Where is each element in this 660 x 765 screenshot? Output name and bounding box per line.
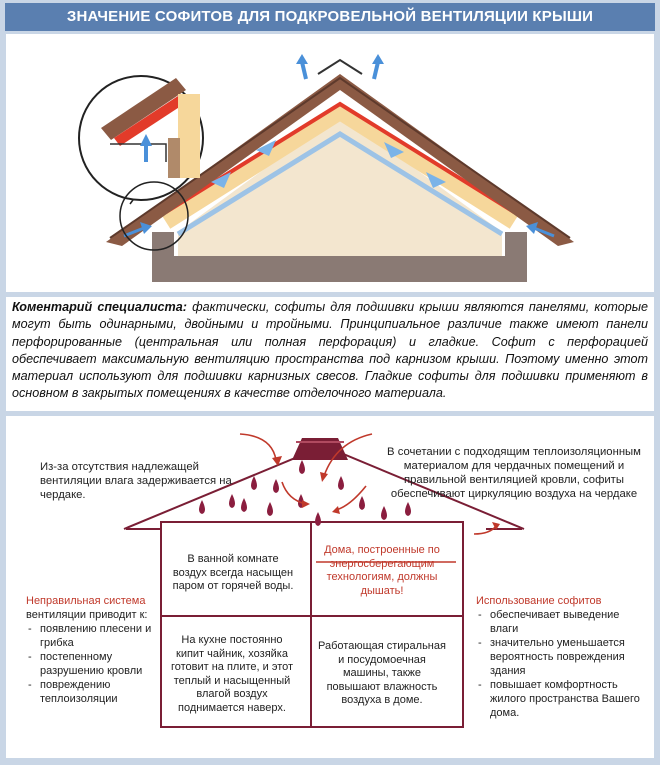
wrong-ventilation-block [26,594,156,706]
water-drop-icon [267,502,273,516]
floor-slab [152,256,527,282]
list-item: - повышает комфортность жилого пространства Вашего дома. [476,678,646,720]
list-item: - обеспечивает выведение влаги [476,608,646,636]
detail-insulation [178,94,200,178]
left-wall [152,232,174,262]
water-drop-icon [381,506,387,520]
ridge-arrow-left-icon [296,54,308,64]
list-item: - повреждению теплоизоляции [26,678,156,706]
roof-cross-section-illustration [6,34,654,292]
water-drop-icon [359,496,365,510]
list-item: - постепенному разрушению кровли [26,650,156,678]
left-top-note: Из-за отсутствия надлежащей вентиляции влага задерживается на чердаке. [40,461,232,501]
page-title: ЗНАЧЕНИЕ СОФИТОВ ДЛЯ ПОДКРОВЕЛЬНОЙ ВЕНТИЛЯЦИИ КРЫШИ [5,3,655,31]
water-drop-icon [273,479,279,493]
comment-lead: Коментарий специалиста: [12,300,187,314]
water-drop-icon [251,476,257,490]
expert-comment [12,299,648,403]
roof-illustration-panel [6,34,654,292]
wrong-ventilation-title: Неправильная система [26,595,146,607]
room-top-left-text: В ванной комнате воздух всегда насыщен паром от горячей воды. [172,553,294,592]
wrong-ventilation-subtitle: вентиляции приводит к: [26,609,148,621]
ridge-arrow-right-icon [372,54,384,64]
room-bottom-left-text: На кухне постоянно кипит чайник, хозяйка готовит на плите, и этот теплый и насыщенный влагой воздух поднимается наверх. [170,634,294,714]
airflow-arrow-icon [240,434,276,460]
soffit-use-block [476,594,646,720]
soffit-use-list [476,608,646,720]
soffit-use-title: Использование софитов [476,595,602,607]
room-top-right-text: Дома, построенные по энергосберегающим технологиям, должны дышать! [324,544,440,597]
list-item: - значительно уменьшается вероятность повреждения здания [476,636,646,678]
water-drop-icon [299,460,305,474]
ridge-vent [318,60,362,74]
water-drop-icon [405,502,411,516]
list-item: - появлению плесени и грибка [26,622,156,650]
room-bottom-right-text: Работающая стиральная и посудомоечная машины, также повышают влажность воздуха в доме. [318,640,446,706]
right-top-note: В сочетании с подходящим теплоизоляционным материалом для чердачных помещений и правильной вентиляцией кровли, софиты обеспечивают циркуляцию воздуха на чердаке [387,446,641,500]
water-drop-icon [315,512,321,526]
water-drop-icon [199,500,205,514]
comment-text: фактически, софиты для подшивки крыши являются панелями, которые могут быть одинарными, двойными и тройными. Принципиальное различие также имеют панели перфорированные (центральная или полная перфорация) и гладкие. Софит с перфорацией обеспечивает максимальную вентиляцию пространства под карнизом крыши. Поэтому именно этот материал используют для подшивки карнизных свесов. Гладкие софиты для подшивки применяют в основном в закрытых помещениях в качестве отделочного материала. [12,300,648,401]
water-drop-icon [338,476,344,490]
right-wall [505,232,527,262]
wrong-ventilation-list [26,622,156,706]
